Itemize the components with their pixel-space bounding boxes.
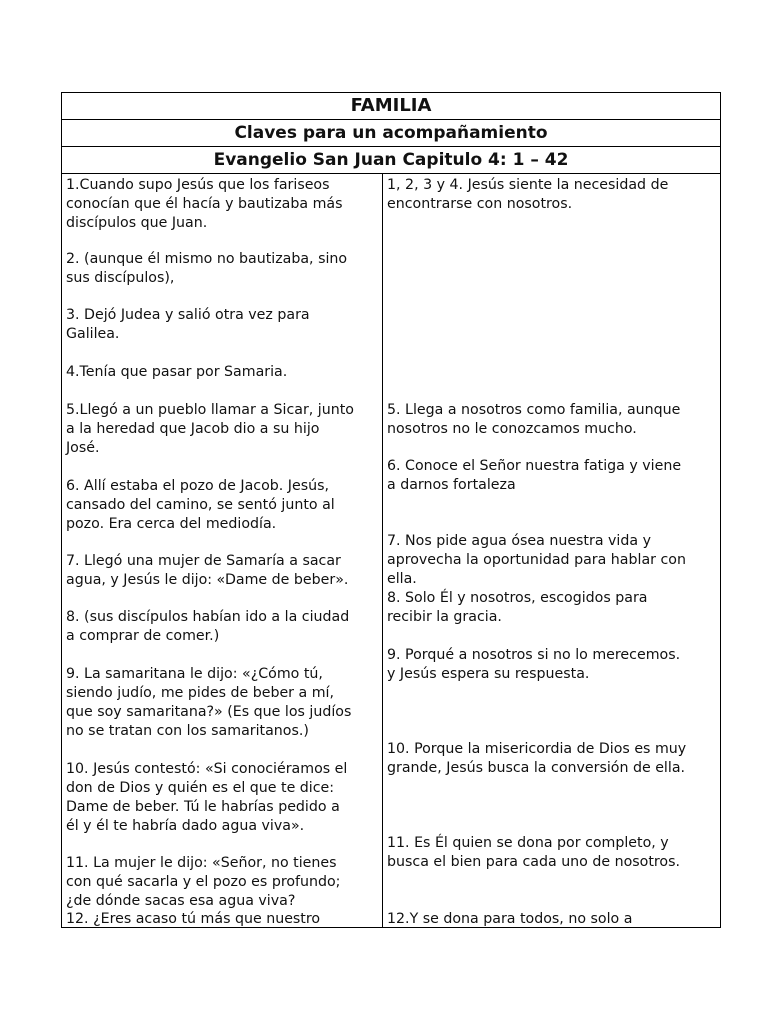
reflection-column [383, 174, 720, 927]
verse-paragraph: 6. Allí estaba el pozo de Jacob. Jesús, cansado del camino, se sentó junto al pozo. Era cerca del mediodía. [66, 478, 335, 532]
gospel-text-column [62, 174, 383, 927]
reflection-paragraph: 10. Porque la misericordia de Dios es muy grande, Jesús busca la conversión de ella. [387, 741, 687, 776]
verse-paragraph: 12. ¿Eres acaso tú más que nuestro [66, 911, 321, 927]
gospel-reference: Evangelio San Juan Capitulo 4: 1 – 42 [62, 147, 720, 174]
reflection-paragraph: 7. Nos pide agua ósea nuestra vida y aprovecha la oportunidad para hablar con ella. [387, 533, 686, 587]
verse-paragraph: 7. Llegó una mujer de Samaría a sacar agua, y Jesús le dijo: «Dame de beber». [66, 553, 349, 588]
verse-paragraph: 10. Jesús contestó: «Si conociéramos el don de Dios y quién es el que te dice: Dame de beber. Tú le habrías pedido a él y él te habría dado agua viva». [66, 761, 348, 834]
reflection-paragraph: 11. Es Él quien se dona por completo, y busca el bien para cada uno de nosotros. [387, 835, 681, 870]
reflection-paragraph: 5. Llega a nosotros como familia, aunque nosotros no le conozcamos mucho. [387, 402, 681, 437]
subtitle: Claves para un acompañamiento [62, 120, 720, 147]
verse-paragraph: 9. La samaritana le dijo: «¿Cómo tú, siendo judío, me pides de beber a mí, que soy samaritana?» (Es que los judíos no se tratan con los samaritanos.) [66, 666, 352, 739]
verse-paragraph: 5.Llegó a un pueblo llamar a Sicar, junto a la heredad que Jacob dio a su hijo José. [66, 402, 354, 456]
reflection-paragraph: 6. Conoce el Señor nuestra fatiga y viene a darnos fortaleza [387, 458, 682, 493]
verse-paragraph: 8. (sus discípulos habían ido a la ciudad a comprar de comer.) [66, 609, 350, 644]
verse-paragraph: 11. La mujer le dijo: «Señor, no tienes con qué sacarla y el pozo es profundo; ¿de dónde sacas esa agua viva? [66, 855, 341, 909]
reflection-paragraph: 1, 2, 3 y 4. Jesús siente la necesidad de encontrarse con nosotros. [387, 177, 669, 212]
reflection-paragraph: 8. Solo Él y nosotros, escogidos para recibir la gracia. [387, 590, 648, 625]
page-title: FAMILIA [62, 93, 720, 120]
verse-paragraph: 4.Tenía que pasar por Samaria. [66, 364, 288, 380]
reflection-paragraph: 12.Y se dona para todos, no solo a [387, 911, 633, 927]
verse-paragraph: 3. Dejó Judea y salió otra vez para Galilea. [66, 307, 310, 342]
document-table [61, 92, 721, 928]
verse-paragraph: 1.Cuando supo Jesús que los fariseos conocían que él hacía y bautizaba más discípulos que Juan. [66, 177, 343, 231]
verse-paragraph: 2. (aunque él mismo no bautizaba, sino sus discípulos), [66, 251, 348, 286]
reflection-paragraph: 9. Porqué a nosotros si no lo merecemos. y Jesús espera su respuesta. [387, 647, 681, 682]
